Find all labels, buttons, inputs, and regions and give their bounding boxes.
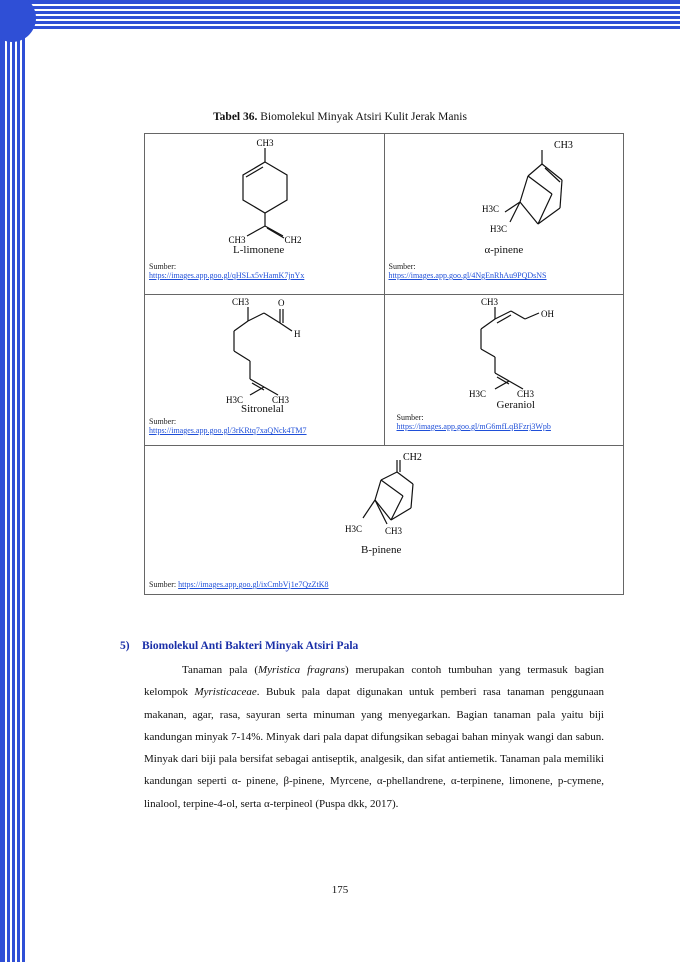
left-border-stripes [0,0,30,962]
limonene-ch3-left: CH3 [228,235,246,244]
molecule-table [144,133,624,595]
alpha-pinene-label: α-pinene [484,244,524,256]
b-pinene-source-link[interactable]: https://images.app.goo.gl/ixCmbVj1e7QzZtK8 [178,580,329,589]
paragraph-family-name: Myristicaceae [194,686,257,699]
geraniol-label: Geraniol [496,399,535,411]
geraniol-oh: OH [540,309,554,319]
cell-alpha-pinene [384,134,624,295]
b-pinene-source-label: Sumber: [149,580,177,589]
geraniol-source-label: Sumber: [396,413,424,422]
sitronelal-source-label: Sumber: [149,417,177,426]
b-pinene-source [149,580,329,589]
section-heading [120,640,358,652]
b-pinene-structure [331,448,441,542]
table-caption-number: Tabel 36. [213,111,258,123]
sitronelal-source [149,417,307,435]
limonene-structure [205,136,325,244]
sitronelal-ch3: CH3 [232,297,250,307]
section-number: 5) [120,640,130,652]
sitronelal-label: Sitronelal [241,403,284,415]
limonene-ch2-right: CH2 [284,235,302,244]
sitronelal-ch3-bottom: CH3 [272,395,290,405]
limonene-source-link[interactable]: https://images.app.goo.gl/qHSLx5vHamK7jnYx [149,271,305,280]
alpha-pinene-ch3-top: CH3 [553,140,573,151]
cell-geraniol [384,295,624,446]
table-caption-text: Biomolekul Minyak Atsiri Kulit Jerak Manis [260,111,467,123]
body-paragraph [144,659,604,815]
geraniol-h3c: H3C [468,389,486,399]
alpha-pinene-source [389,262,547,280]
limonene-source [149,262,304,280]
limonene-ch3-top: CH3 [256,138,274,148]
cell-b-pinene [145,446,624,595]
b-pinene-ch3: CH3 [385,526,403,536]
limonene-source-label: Sumber: [149,262,177,271]
paragraph-part-3: . Bubuk pala dapat digunakan untuk pemberi rasa tanaman penggunaan makanan, agar, rasa, sayuran serta minuman yang menyegarkan. Bagian tanaman pala yaitu biji kandungan minyak 7-14%. Minyak dari pala dapat difungsikan sebagai bahan minyak wangi dan sabun. Minyak dari biji pala bersifat sebagai antiseptik, analgesik, dan sifat antiemetik. Tanaman pala memiliki kandungan seperti α- pinene, β-pinene, Myrcene, α-phellandrene, α-terpinene, limonene, p-cymene, linalool, terpine-4-ol, serta α-terpineol (Puspa dkk, 2017). [144,686,604,810]
geraniol-ch3: CH3 [480,297,498,307]
paragraph-part-1: Tanaman pala ( [182,664,258,676]
sitronelal-structure [200,295,330,407]
alpha-pinene-source-link[interactable]: https://images.app.goo.gl/4NgEnRhAu9PQDsNS [388,271,547,280]
geraniol-structure [455,295,585,399]
geraniol-source-link[interactable]: https://images.app.goo.gl/mG6mfLqBFzrj3Wpb [396,422,551,431]
sitronelal-source-link[interactable]: https://images.app.goo.gl/3rKRtq7xaQNck4TM7 [149,426,307,435]
geraniol-source [397,413,551,431]
b-pinene-h3c: H3C [345,524,363,534]
table-caption [0,111,680,123]
top-border-stripes [0,0,680,44]
paragraph-scientific-name: Myristica fragrans [257,664,345,676]
cell-limonene [145,134,385,295]
b-pinene-label: B-pinene [361,544,402,556]
section-title: Biomolekul Anti Bakteri Minyak Atsiri Pala [142,640,359,652]
alpha-pinene-h3c-2: H3C [489,224,507,234]
limonene-label: L-limonene [233,244,285,256]
b-pinene-ch2: CH2 [403,452,422,463]
sitronelal-o: O [278,298,285,308]
page-number: 175 [331,884,349,896]
sitronelal-h3c: H3C [226,395,244,405]
geraniol-ch3-bottom: CH3 [516,389,534,399]
alpha-pinene-h3c-1: H3C [481,204,499,214]
paragraph-part-2: ) merupakan contoh tumbuhan yang termasuk bagian kelompok [144,664,604,699]
cell-sitronelal [145,295,385,446]
alpha-pinene-source-label: Sumber: [388,262,416,271]
sitronelal-h: H [294,329,301,339]
alpha-pinene-structure [450,136,590,246]
